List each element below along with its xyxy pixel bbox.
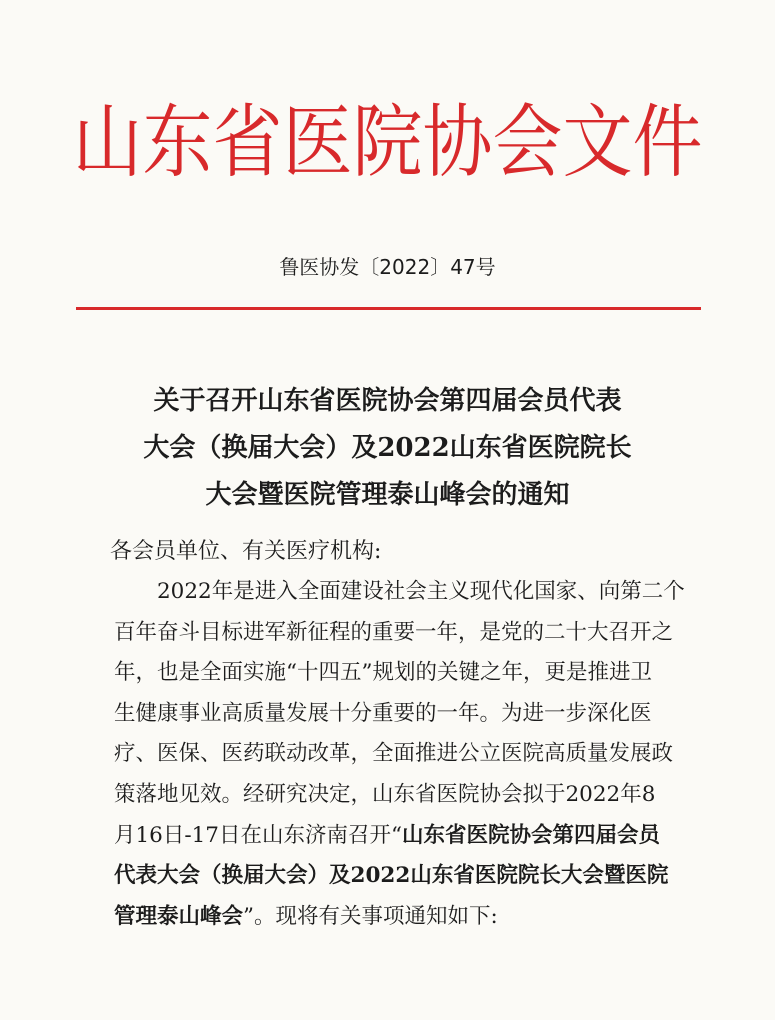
body-line [114, 816, 674, 857]
notice-title [60, 378, 715, 519]
body-line: 百年奋斗目标进军新征程的重要一年，是党的二十大召开之 [114, 619, 674, 645]
body-line: 代表大会（换届大会）及2022山东省医院院长大会暨医院 [114, 863, 669, 889]
meeting-name-bold: 山东省医院协会第四届会员 [401, 822, 660, 848]
document-header-title: 山东省医院协会文件 [72, 95, 703, 189]
body-line: 疗、医保、医药联动改革，全面推进公立医院高质量发展政 [114, 741, 674, 767]
notice-body [114, 572, 685, 937]
body-text-span: 月16日-17日在山东济南召开“ [114, 822, 402, 848]
red-divider-line [76, 307, 701, 310]
body-line: 年，也是全面实施“十四五”规划的关键之年，更是推进卫 [114, 660, 652, 686]
notice-title-line: 大会暨医院管理泰山峰会的通知 [205, 480, 570, 510]
meeting-name-bold: 管理泰山峰会 [114, 903, 244, 929]
document-number: 鲁医协发〔2022〕47号 [279, 255, 496, 279]
body-text-span: ”。现将有关事项通知如下: [243, 903, 498, 929]
notice-title-line: 大会（换届大会）及2022山东省医院院长 [143, 433, 632, 463]
body-line [114, 897, 674, 938]
body-line: 2022年是进入全面建设社会主义现代化国家、向第二个 [157, 579, 685, 604]
body-line: 生健康事业高质量发展十分重要的一年。为进一步深化医 [114, 700, 652, 726]
salutation: 各会员单位、有关医疗机构: [110, 539, 382, 564]
body-line: 策落地见效。经研究决定，山东省医院协会拟于2022年8 [114, 781, 656, 807]
notice-title-line: 关于召开山东省医院协会第四届会员代表 [153, 386, 622, 416]
